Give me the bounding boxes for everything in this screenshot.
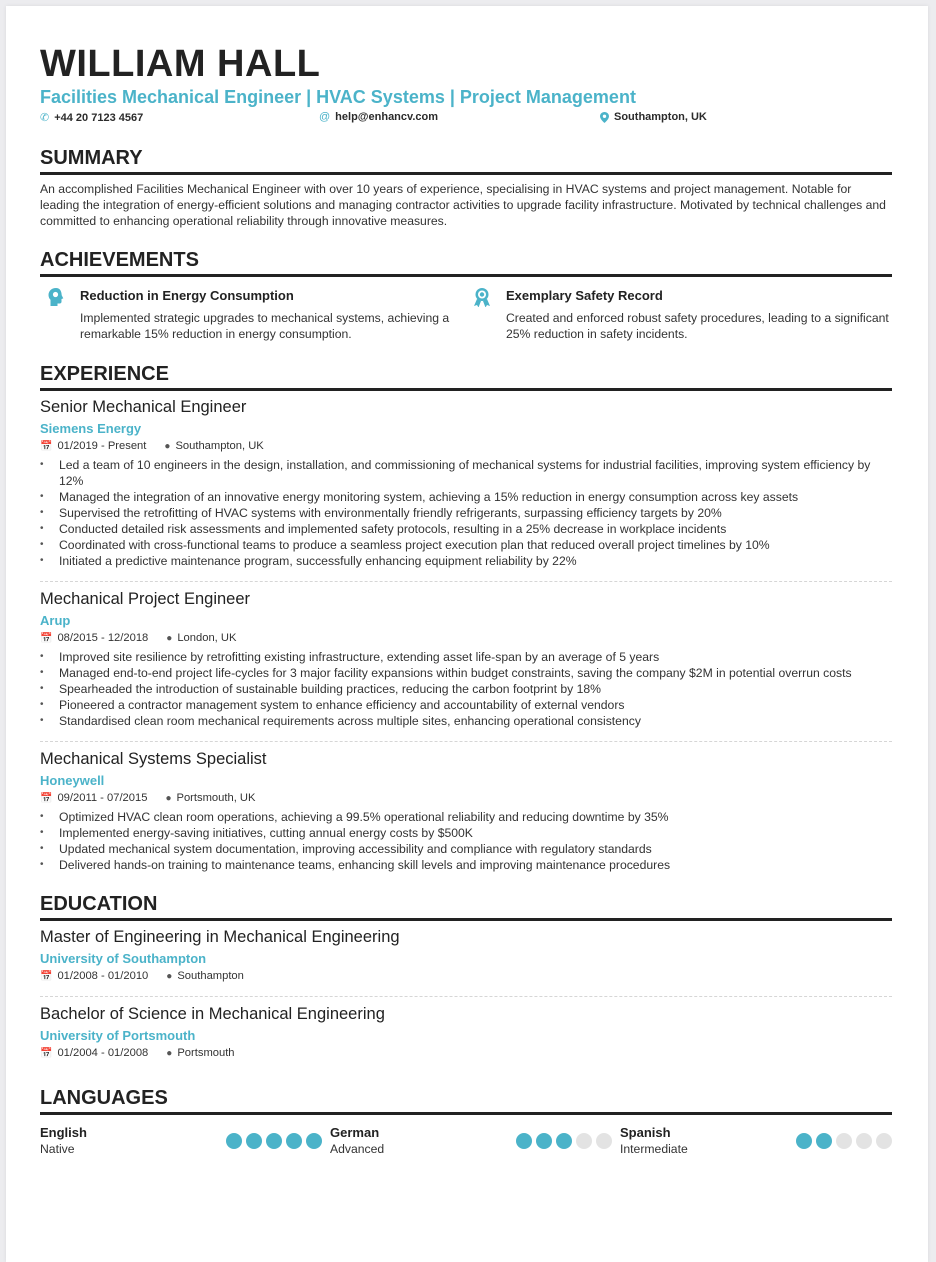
achievements-section	[40, 249, 892, 342]
phone-text: +44 20 7123 4567	[54, 111, 144, 124]
language-rating	[516, 1133, 612, 1157]
bullet-item: • Spearheaded the introduction of sustainable building practices, reducing the carbon footprint by 18%	[40, 681, 892, 697]
language-name: Spanish	[620, 1125, 671, 1140]
rating-dot-filled	[816, 1133, 832, 1149]
education-item	[40, 927, 892, 990]
education-section	[40, 893, 892, 1067]
job-meta	[40, 791, 892, 806]
location-pin-icon: ●	[166, 1048, 173, 1059]
language-item	[40, 1125, 330, 1157]
bullet-item: • Managed the integration of an innovative energy monitoring system, achieving a 15% reduction in energy consumption across key assets	[40, 489, 892, 505]
rating-dot-empty	[836, 1133, 852, 1149]
job-location: London, UK	[177, 632, 237, 644]
language-name: English	[40, 1125, 87, 1140]
rating-dot-filled	[266, 1133, 282, 1149]
rating-dot-filled	[246, 1133, 262, 1149]
job-dates: 01/2019 - Present	[57, 440, 147, 452]
job-dates: 08/2015 - 12/2018	[57, 632, 149, 644]
school-name: University of Southampton	[40, 951, 207, 966]
at-icon: @	[319, 111, 331, 123]
job-role: Mechanical Systems Specialist	[40, 750, 267, 768]
education-location: Portsmouth	[177, 1047, 235, 1059]
languages-row	[40, 1125, 892, 1157]
location-pin-icon: ●	[166, 971, 173, 982]
experience-heading: EXPERIENCE	[40, 363, 892, 391]
candidate-name: WILLIAM HALL	[40, 43, 321, 85]
language-item	[330, 1125, 620, 1157]
rating-dot-filled	[226, 1133, 242, 1149]
calendar-icon: 📅	[40, 971, 53, 982]
language-rating	[226, 1133, 322, 1157]
school-name: University of Portsmouth	[40, 1028, 196, 1043]
divider	[40, 996, 892, 997]
bullet-item: • Improved site resilience by retrofitting existing infrastructure, extending asset life-span by an average of 5 years	[40, 649, 892, 665]
experience-item	[40, 589, 892, 735]
calendar-icon: 📅	[40, 1048, 53, 1059]
resume-content	[40, 44, 892, 1157]
location-contact	[600, 111, 707, 123]
language-level: Advanced	[330, 1142, 385, 1156]
summary-text: An accomplished Facilities Mechanical Engineer with over 10 years of experience, specialising in HVAC systems and project management. Notable for leading the integration of energy-efficient solutions and managing contractor activities to upgrade facility infrastructure. Motivated by technical challenges and committed to enhancing operational reliability through innovative measures.	[40, 182, 886, 228]
job-bullets	[40, 809, 892, 873]
rating-dot-filled	[536, 1133, 552, 1149]
calendar-icon: 📅	[40, 633, 53, 644]
email-contact[interactable]	[319, 111, 438, 123]
rating-dot-filled	[306, 1133, 322, 1149]
bullet-item: • Conducted detailed risk assessments and implemented safety protocols, resulting in a 25% decrease in workplace incidents	[40, 521, 892, 537]
divider	[40, 741, 892, 742]
email-text: help@enhancv.com	[335, 111, 438, 123]
bullet-item: • Standardised clean room mechanical requirements across multiple sites, enhancing operational consistency	[40, 713, 892, 729]
achievement-item	[466, 287, 892, 342]
bullet-item: • Implemented energy-saving initiatives, cutting annual energy costs by $500K	[40, 825, 892, 841]
achievement-desc: Implemented strategic upgrades to mechanical systems, achieving a remarkable 15% reduction in energy consumption.	[80, 311, 450, 341]
phone-icon: ✆	[40, 112, 50, 124]
location-pin-icon: ●	[166, 633, 173, 644]
rating-dot-filled	[286, 1133, 302, 1149]
achievements-heading: ACHIEVEMENTS	[40, 249, 892, 277]
rating-dot-filled	[516, 1133, 532, 1149]
bullet-item: • Managed end-to-end project life-cycles for 3 major facility expansions within budget constraints, saving the company $2M in potential overrun costs	[40, 665, 892, 681]
job-role: Senior Mechanical Engineer	[40, 398, 247, 416]
degree-title: Bachelor of Science in Mechanical Engineering	[40, 1005, 385, 1023]
achievements-grid	[40, 287, 892, 342]
job-dates: 09/2011 - 07/2015	[57, 792, 148, 804]
bullet-item: • Optimized HVAC clean room operations, achieving a 99.5% operational reliability and reducing downtime by 35%	[40, 809, 892, 825]
bullet-item: • Delivered hands-on training to maintenance teams, enhancing skill levels and improving maintenance procedures	[40, 857, 892, 873]
company-name: Siemens Energy	[40, 421, 142, 436]
calendar-icon: 📅	[40, 793, 53, 804]
resume-page	[6, 6, 928, 1262]
contact-row	[40, 109, 892, 127]
bullet-item: • Initiated a predictive maintenance program, successfully enhancing equipment reliability by 22%	[40, 553, 892, 569]
location-pin-icon	[600, 112, 609, 123]
bullet-item: • Led a team of 10 engineers in the design, installation, and commissioning of mechanical systems for industrial facilities, improving system efficiency by 12%	[40, 457, 892, 489]
bullet-item: • Updated mechanical system documentation, improving accessibility and compliance with regulatory standards	[40, 841, 892, 857]
lightbulb-head-icon	[46, 287, 66, 307]
summary-section	[40, 147, 892, 229]
job-bullets	[40, 457, 892, 569]
language-rating	[796, 1133, 892, 1157]
rating-dot-filled	[556, 1133, 572, 1149]
job-meta	[40, 439, 892, 454]
location-text: Southampton, UK	[614, 111, 707, 123]
job-location: Southampton, UK	[175, 440, 264, 452]
location-pin-icon: ●	[164, 441, 171, 452]
candidate-title: Facilities Mechanical Engineer | HVAC Systems | Project Management	[40, 87, 636, 107]
languages-section	[40, 1087, 892, 1157]
achievement-item	[40, 287, 466, 342]
language-name: German	[330, 1125, 380, 1140]
job-meta	[40, 631, 892, 646]
languages-heading: LANGUAGES	[40, 1087, 892, 1115]
experience-section	[40, 363, 892, 879]
achievement-desc: Created and enforced robust safety procedures, leading to a significant 25% reduction in safety incidents.	[506, 311, 889, 341]
achievement-title: Reduction in Energy Consumption	[80, 288, 294, 303]
rating-dot-empty	[596, 1133, 612, 1149]
calendar-icon: 📅	[40, 441, 53, 452]
summary-heading: SUMMARY	[40, 147, 892, 175]
bullet-item: • Pioneered a contractor management system to enhance efficiency and accountability of external vendors	[40, 697, 892, 713]
job-location: Portsmouth, UK	[176, 792, 256, 804]
job-bullets	[40, 649, 892, 729]
divider	[40, 581, 892, 582]
education-item	[40, 1004, 892, 1067]
education-heading: EDUCATION	[40, 893, 892, 921]
education-meta	[40, 1046, 892, 1061]
rating-dot-empty	[876, 1133, 892, 1149]
rating-dot-empty	[856, 1133, 872, 1149]
education-dates: 01/2004 - 01/2008	[57, 1047, 149, 1059]
job-role: Mechanical Project Engineer	[40, 590, 251, 608]
education-dates: 01/2008 - 01/2010	[57, 970, 149, 982]
award-ribbon-icon	[472, 287, 492, 307]
achievement-title: Exemplary Safety Record	[506, 288, 663, 303]
bullet-item: • Supervised the retrofitting of HVAC systems with environmentally friendly refrigerants, surpassing efficiency targets by 20%	[40, 505, 892, 521]
company-name: Honeywell	[40, 773, 105, 788]
education-location: Southampton	[177, 970, 244, 982]
location-pin-icon: ●	[165, 793, 172, 804]
bullet-item: • Coordinated with cross-functional teams to produce a seamless project execution plan that reduced overall project timelines by 10%	[40, 537, 892, 553]
phone-contact[interactable]	[40, 111, 143, 124]
degree-title: Master of Engineering in Mechanical Engineering	[40, 928, 400, 946]
language-level: Native	[40, 1142, 75, 1156]
experience-item	[40, 397, 892, 575]
company-name: Arup	[40, 613, 71, 628]
language-item	[620, 1125, 892, 1157]
language-level: Intermediate	[620, 1142, 688, 1156]
education-meta	[40, 969, 892, 984]
rating-dot-filled	[796, 1133, 812, 1149]
experience-item	[40, 749, 892, 879]
rating-dot-empty	[576, 1133, 592, 1149]
